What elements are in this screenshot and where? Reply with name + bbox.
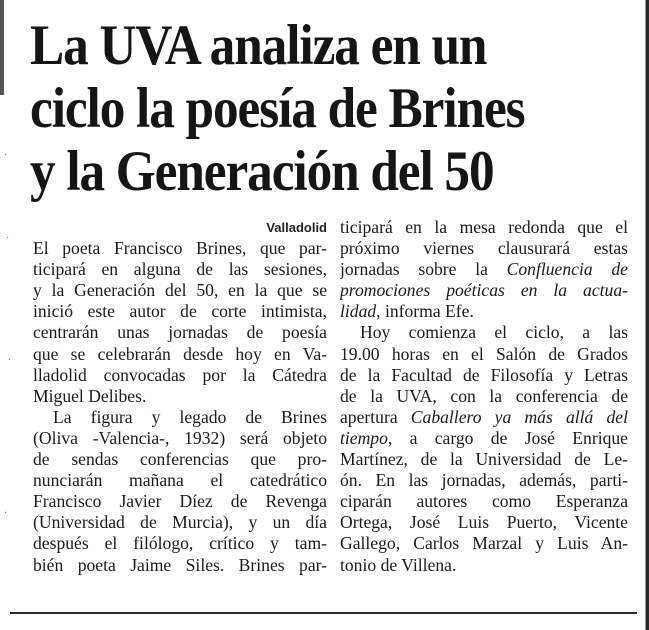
text-line [340,259,628,280]
article-column-left [33,217,327,576]
dateline: Valladolid [266,220,327,235]
text-line [340,301,628,322]
headline-line: La UVA analiza en un [30,14,487,77]
text-line: Gallego, Carlos Marzal y Luis An- [340,533,628,554]
text-line: tonio de Villena. [340,554,457,575]
text-line: de sendas conferencias que pro- [33,449,327,470]
text-line: La figura y legado de Brines [53,406,327,427]
italic-title: lidad [340,301,377,322]
text-line: después el filólogo, crítico y tam- [33,533,327,554]
text-line: de la UVA, con la conferencia de [340,385,628,406]
text-run: , informa Efe. [376,301,474,322]
text-line: lladolid convocadas por la Cátedra [33,364,327,385]
text-line: ón. En las jornadas, además, parti- [340,470,628,491]
scan-speck: · [6,233,10,244]
article-headline [30,14,525,203]
text-run: , a cargo de José Enrique [387,427,628,448]
text-line: Ortega, José Luis Puerto, Vicente [340,512,628,533]
headline-line: y la Generación del 50 [30,140,494,203]
italic-title: Caballero ya más allá del [410,406,628,427]
scan-edge-left [0,0,4,95]
text-line: centrarán unas jornadas de poesía [33,322,327,343]
italic-title: Confluencia de [506,259,628,280]
text-line: y la Generación del 50, en la que se [33,280,327,301]
scan-speck: · [8,355,12,366]
text-line: Martínez, de la Universidad de Le- [340,449,628,470]
text-run: apertura [340,406,411,427]
text-line: bién poeta Jaime Siles. Brines par- [33,554,327,575]
text-line: Francisco Javier Díez de Revenga [33,491,327,512]
article-column-right [340,217,628,576]
text-line: Hoy comienza el ciclo, a las [360,322,628,343]
headline-line: ciclo la poesía de Brines [30,77,525,140]
text-line [340,407,628,428]
text-line: (Oliva -Valencia-, 1932) será objeto [33,427,327,448]
text-line: (Universidad de Murcia), y un día [33,512,327,533]
text-line: ciparán autores como Esperanza [340,491,628,512]
italic-title: tiempo [340,427,388,448]
text-line: Miguel Delibes. [33,385,147,406]
text-line: El poeta Francisco Brines, que par- [33,238,327,259]
text-line: nunciarán mañana el catedrático [33,470,327,491]
italic-title: promociones poéticas en la actua- [340,280,628,301]
scan-edge-right [641,0,649,630]
text-line: 19.00 horas en el Salón de Grados [340,343,628,364]
bottom-rule [10,612,637,614]
text-line: ticipará en la mesa redonda que el [340,217,628,237]
text-run: jornadas sobre la [340,259,507,280]
text-line: próximo viernes clausurará estas [340,238,628,259]
text-line: inició este autor de corte intimista, [33,301,327,322]
text-line: que se celebrarán desde hoy en Va- [33,343,327,364]
scan-speck: · [4,150,8,161]
text-line: ticipará en alguna de las sesiones, [33,259,327,280]
text-line [340,428,628,449]
scan-speck: · [4,508,8,519]
text-line: de la Facultad de Filosofía y Letras [340,364,628,385]
